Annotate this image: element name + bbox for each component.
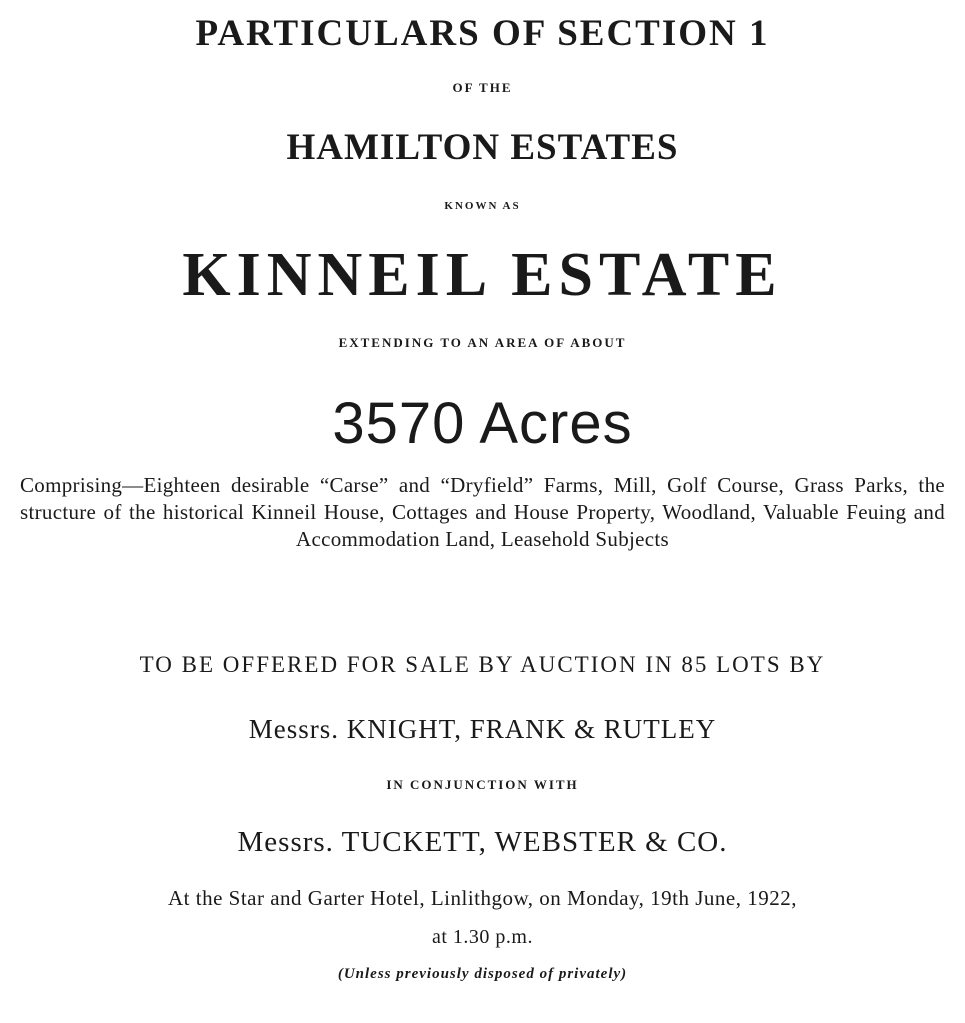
auctioneer-primary: Messrs. KNIGHT, FRANK & RUTLEY [248, 714, 717, 744]
auction-offer-line: TO BE OFFERED FOR SALE BY AUCTION IN 85 LOTS BY [139, 652, 826, 677]
auctioneer-secondary: Messrs. TUCKETT, WEBSTER & CO. [237, 826, 728, 858]
estates-name: HAMILTON ESTATES [286, 127, 679, 168]
comprising-paragraph: Comprising—Eighteen desirable “Carse” and “Dryfield” Farms, Mill, Golf Course, Grass Parks, the structure of the historical Kinneil House, Cottages and House Property, Woodland, Valuable Feuing and Accommodation Land, Leasehold Subjects [20, 473, 945, 551]
extending-label: EXTENDING TO AN AREA OF ABOUT [338, 335, 627, 350]
in-conjunction-label: IN CONJUNCTION WITH [386, 777, 579, 792]
estate-title: KINNEIL ESTATE [182, 241, 783, 309]
auction-time: at 1.30 p.m. [432, 926, 533, 948]
venue-date-line: At the Star and Garter Hotel, Linlithgow, on Monday, 19th June, 1922, [167, 886, 797, 910]
estate-area: 3570 Acres [332, 391, 633, 456]
known-as-label: KNOWN AS [444, 200, 521, 212]
particulars-heading: PARTICULARS OF SECTION 1 [195, 13, 770, 54]
sale-proviso: (Unless previously disposed of privately) [337, 966, 628, 982]
of-the-label: OF THE [452, 80, 513, 95]
